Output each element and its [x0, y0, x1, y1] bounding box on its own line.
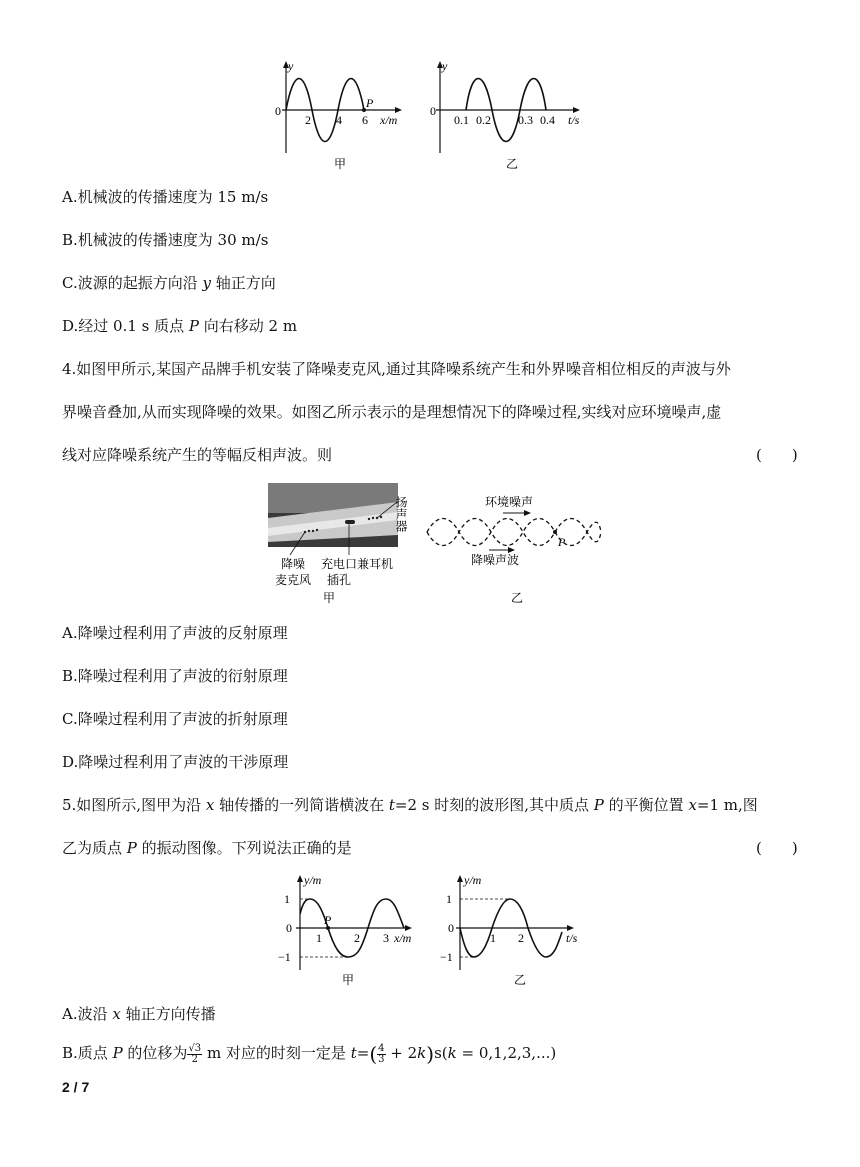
text: = 0,1,2,3,...): [456, 1044, 557, 1062]
point-label-p: P: [366, 96, 374, 110]
tick-label: −1: [440, 950, 453, 964]
var: t: [388, 796, 395, 814]
var: t: [350, 1044, 357, 1062]
caption-jia: 甲: [342, 973, 355, 987]
text: s(: [434, 1044, 448, 1062]
port-label-2: 插孔: [327, 573, 352, 587]
text: 乙为质点: [62, 839, 127, 857]
fraction-4-over-3: [377, 1044, 385, 1065]
axis-label-t: t/s: [568, 113, 580, 127]
text: + 2: [385, 1044, 418, 1062]
anti-noise-wave: [427, 519, 601, 546]
var: k: [447, 1044, 457, 1062]
denominator: 3: [378, 1053, 385, 1065]
caption-jia: 甲: [323, 591, 336, 605]
text: D.经过 0.1 s 质点: [62, 317, 189, 335]
point-label-p: P: [324, 913, 332, 927]
port-label-1: 充电口兼耳机: [321, 557, 394, 571]
tick-label: 2: [518, 931, 524, 945]
q4-option-d: D.降噪过程利用了声波的干涉原理: [62, 753, 289, 771]
text: 轴传播的一列简谐横波在: [214, 796, 389, 814]
axis-label-t: t/s: [566, 931, 578, 945]
axis-label-y: y/m: [464, 873, 482, 887]
wave-graph-yi: [430, 59, 580, 171]
numerator: √3: [188, 1042, 202, 1054]
var: k: [417, 1044, 427, 1062]
anti-noise-label: 降噪声波: [471, 553, 520, 567]
text: A.波沿: [62, 1005, 113, 1023]
tick-label: 2: [354, 931, 360, 945]
q5-stem-line-2: [62, 837, 352, 858]
var: P: [112, 1044, 123, 1062]
tick-label: 0.1: [454, 113, 469, 127]
mic-label-1: 降噪: [281, 557, 306, 571]
origin-label: 0: [448, 921, 454, 935]
env-noise-wave: [427, 519, 601, 546]
text: 的位移为: [122, 1044, 188, 1062]
tick-label: 1: [284, 892, 290, 906]
q4-option-c: C.降噪过程利用了声波的折射原理: [62, 710, 288, 728]
text: =2 s 时刻的波形图,其中质点: [394, 796, 594, 814]
fraction-sqrt3-over-2: [187, 1044, 202, 1065]
q5-option-a: [62, 1003, 216, 1024]
var: P: [593, 796, 604, 814]
q4-stem-line-1: 4.如图甲所示,某国产品牌手机安装了降噪麦克风,通过其降噪系统产生和外界噪音相位相反的声波与外: [62, 360, 731, 378]
wave-graph-yi: [440, 873, 578, 987]
text: 轴正方向: [210, 274, 276, 292]
q4-option-a: A.降噪过程利用了声波的反射原理: [62, 624, 288, 642]
var: x: [112, 1005, 121, 1023]
q3-option-c: [62, 272, 276, 293]
tick-label: 0.3: [518, 113, 533, 127]
text: m 对应的时刻一定是: [202, 1044, 351, 1062]
origin-label: 0: [286, 921, 292, 935]
q5-stem-line-1: [62, 794, 758, 815]
q5-answer-blank: ( ): [756, 839, 798, 857]
tick-label: −1: [278, 950, 291, 964]
q4-stem-line-2: 界噪音叠加,从而实现降噪的效果。如图乙所示表示的是理想情况下的降噪过程,实线对应环境噪声,虚: [62, 403, 722, 421]
tick-label: 1: [446, 892, 452, 906]
noise-wave-diagram: [427, 494, 601, 605]
axis-label-y: y: [442, 59, 448, 73]
tick-label: 4: [336, 113, 342, 127]
text: 向右移动 2 m: [198, 317, 298, 335]
tick-label: 0.4: [540, 113, 555, 127]
q3-option-b: B.机械波的传播速度为 30 m/s: [62, 231, 269, 249]
var: x: [205, 796, 215, 814]
var: P: [126, 839, 137, 857]
q3-option-a: A.机械波的传播速度为 15 m/s: [62, 188, 269, 206]
text: 的振动图像。下列说法正确的是: [136, 839, 352, 857]
tick-label: 1: [316, 931, 322, 945]
wave-graph-jia: [275, 59, 402, 171]
phone-photo: [268, 483, 398, 555]
text: 5.如图所示,图甲为沿: [62, 796, 206, 814]
tick-label: 1: [490, 931, 496, 945]
tick-label: 0.2: [476, 113, 491, 127]
wave-figure-top: [270, 58, 610, 173]
page-number: 2 / 7: [62, 1079, 90, 1095]
text: B.质点: [62, 1044, 113, 1062]
speaker-label: 扬声器: [394, 496, 408, 532]
tick-label: 6: [362, 113, 368, 127]
denominator: 2: [191, 1053, 198, 1065]
caption-jia: 甲: [334, 157, 347, 171]
q5-option-b: B.质点 P 的位移为 $\frac{√3}{2}$ m 对应的时刻一定是 t=( $\frac{4}{3}$ + 2k)s(k = 0,1,2,3,...): [62, 1042, 557, 1066]
wave-figure-top-svg: [270, 58, 610, 173]
mic-label-2: 麦克风: [275, 573, 312, 587]
point-label-p: P: [558, 535, 566, 549]
var: x: [688, 796, 697, 814]
q4-stem-line-3: 线对应降噪系统产生的等幅反相声波。则: [62, 446, 333, 464]
env-noise-label: 环境噪声: [485, 495, 534, 509]
axis-label-x: x/m: [394, 931, 412, 945]
caption-yi: 乙: [506, 157, 519, 171]
q4-option-b: B.降噪过程利用了声波的衍射原理: [62, 667, 288, 685]
axis-label-y: y: [288, 59, 294, 73]
q4-answer-blank: ( ): [756, 446, 798, 464]
origin-label: 0: [430, 104, 436, 118]
q3-option-d: [62, 315, 297, 336]
var: P: [188, 317, 199, 335]
q4-figure: [265, 480, 615, 610]
text: C.波源的起振方向沿: [62, 274, 203, 292]
var: y: [202, 274, 211, 292]
text: =1 m,图: [696, 796, 758, 814]
caption-yi: 乙: [511, 591, 524, 605]
tick-label: 2: [305, 113, 311, 127]
numerator: 4: [378, 1042, 385, 1054]
text: =: [356, 1044, 370, 1062]
axis-label-x: x/m: [380, 113, 398, 127]
q4-figure-svg: [265, 480, 615, 610]
q5-figure-svg: [270, 872, 600, 990]
text: 的平衡位置: [603, 796, 689, 814]
axis-label-y: y/m: [304, 873, 322, 887]
origin-label: 0: [275, 104, 281, 118]
caption-yi: 乙: [514, 973, 527, 987]
text: 轴正方向传播: [120, 1005, 216, 1023]
wave-graph-jia: [278, 873, 412, 987]
q5-figure: [270, 872, 600, 990]
tick-label: 3: [383, 931, 389, 945]
